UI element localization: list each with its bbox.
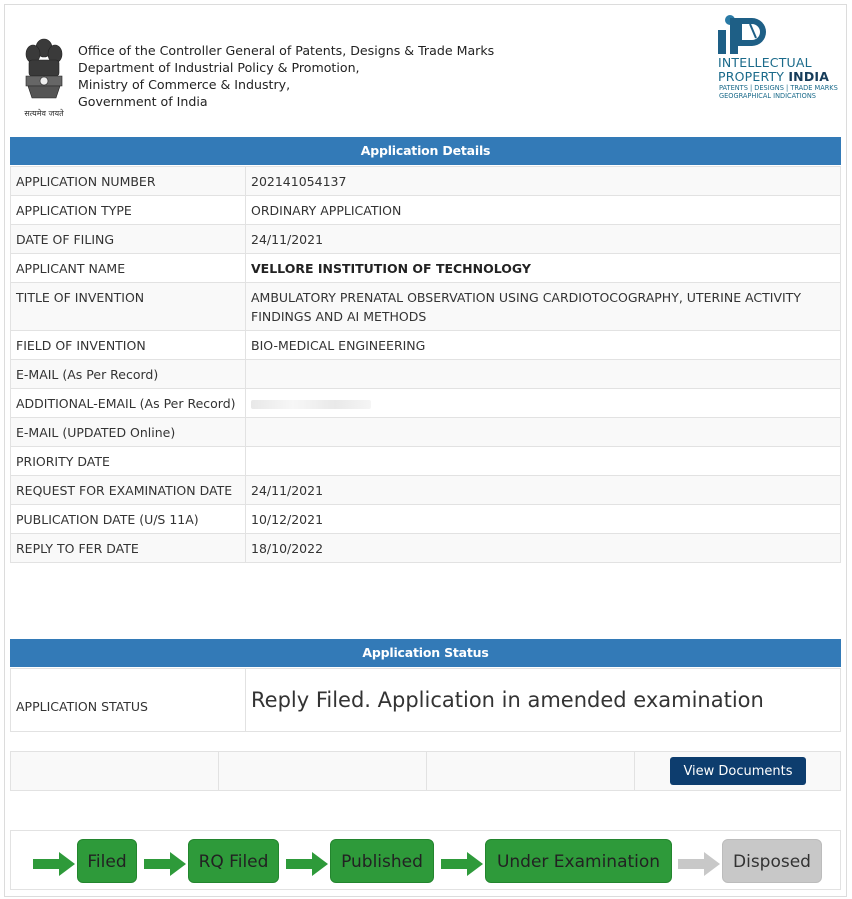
table-row xyxy=(11,418,841,447)
row-label: PRIORITY DATE xyxy=(11,447,246,476)
application-details-table xyxy=(10,166,841,563)
row-label: FIELD OF INVENTION xyxy=(11,331,246,360)
row-label: APPLICATION NUMBER xyxy=(11,167,246,196)
row-label: PUBLICATION DATE (U/S 11A) xyxy=(11,505,246,534)
table-row xyxy=(11,476,841,505)
table-row xyxy=(11,167,841,196)
table-row xyxy=(11,331,841,360)
row-label: E-MAIL (As Per Record) xyxy=(11,360,246,389)
table-row xyxy=(11,225,841,254)
row-value: 24/11/2021 xyxy=(246,225,841,254)
row-value: 202141054137 xyxy=(246,167,841,196)
stage-disposed: Disposed xyxy=(722,839,822,883)
stage-under-examination: Under Examination xyxy=(485,839,672,883)
arrow-right-icon xyxy=(33,852,75,876)
ip-india-tagline: PATENTS | DESIGNS | TRADE MARKS GEOGRAPHICAL INDICATIONS xyxy=(719,84,838,100)
table-row xyxy=(11,254,841,283)
table-row xyxy=(11,360,841,389)
row-value: 24/11/2021 xyxy=(246,476,841,505)
stage-rq-filed: RQ Filed xyxy=(188,839,279,883)
application-details-heading: Application Details xyxy=(10,137,841,165)
table-row xyxy=(11,283,841,331)
row-value: ORDINARY APPLICATION xyxy=(246,196,841,225)
ip-india-title-line2: PROPERTY INDIA xyxy=(718,69,830,84)
office-address xyxy=(78,42,494,110)
documents-cell xyxy=(635,752,842,790)
redacted-email xyxy=(251,400,371,409)
row-value xyxy=(246,447,841,476)
status-progress-tracker xyxy=(10,830,841,890)
status-label: APPLICATION STATUS xyxy=(11,669,246,732)
ip-india-title-line1: INTELLECTUAL xyxy=(718,55,812,70)
row-value xyxy=(246,389,841,418)
stage-published: Published xyxy=(330,839,434,883)
row-label: E-MAIL (UPDATED Online) xyxy=(11,418,246,447)
row-value: 10/12/2021 xyxy=(246,505,841,534)
table-row xyxy=(11,389,841,418)
row-label: REQUEST FOR EXAMINATION DATE xyxy=(11,476,246,505)
arrow-right-icon xyxy=(144,852,186,876)
row-label: ADDITIONAL-EMAIL (As Per Record) xyxy=(11,389,246,418)
arrow-right-icon xyxy=(286,852,328,876)
row-label: TITLE OF INVENTION xyxy=(11,283,246,331)
arrow-right-icon xyxy=(678,852,720,876)
office-line: Department of Industrial Policy & Promotion, xyxy=(78,60,360,75)
row-label: APPLICANT NAME xyxy=(11,254,246,283)
table-row xyxy=(11,534,841,563)
row-value: VELLORE INSTITUTION OF TECHNOLOGY xyxy=(246,254,841,283)
row-value xyxy=(246,360,841,389)
application-status-heading: Application Status xyxy=(10,639,841,667)
row-value: 18/10/2022 xyxy=(246,534,841,563)
arrow-right-icon xyxy=(441,852,483,876)
application-status-table xyxy=(10,668,841,732)
office-line: Ministry of Commerce & Industry, xyxy=(78,77,291,92)
office-line: Office of the Controller General of Patents, Designs & Trade Marks xyxy=(78,43,495,58)
empty-cell xyxy=(427,752,635,790)
status-value: Reply Filed. Application in amended examination xyxy=(246,669,841,732)
row-value xyxy=(246,418,841,447)
row-label: REPLY TO FER DATE xyxy=(11,534,246,563)
table-row xyxy=(11,196,841,225)
table-row xyxy=(11,447,841,476)
documents-row xyxy=(10,751,841,791)
national-emblem-icon xyxy=(20,36,68,120)
svg-text:सत्यमेव जयते: सत्यमेव जयते xyxy=(24,109,64,118)
empty-cell xyxy=(219,752,427,790)
row-value: AMBULATORY PRENATAL OBSERVATION USING CARDIOTOCOGRAPHY, UTERINE ACTIVITY FINDINGS AND AI METHODS xyxy=(246,283,841,331)
row-label: DATE OF FILING xyxy=(11,225,246,254)
table-row xyxy=(11,505,841,534)
stage-filed: Filed xyxy=(77,839,137,883)
row-value: BIO-MEDICAL ENGINEERING xyxy=(246,331,841,360)
view-documents-button[interactable]: View Documents xyxy=(670,757,806,785)
row-label: APPLICATION TYPE xyxy=(11,196,246,225)
empty-cell xyxy=(11,752,219,790)
office-line: Government of India xyxy=(78,94,208,109)
